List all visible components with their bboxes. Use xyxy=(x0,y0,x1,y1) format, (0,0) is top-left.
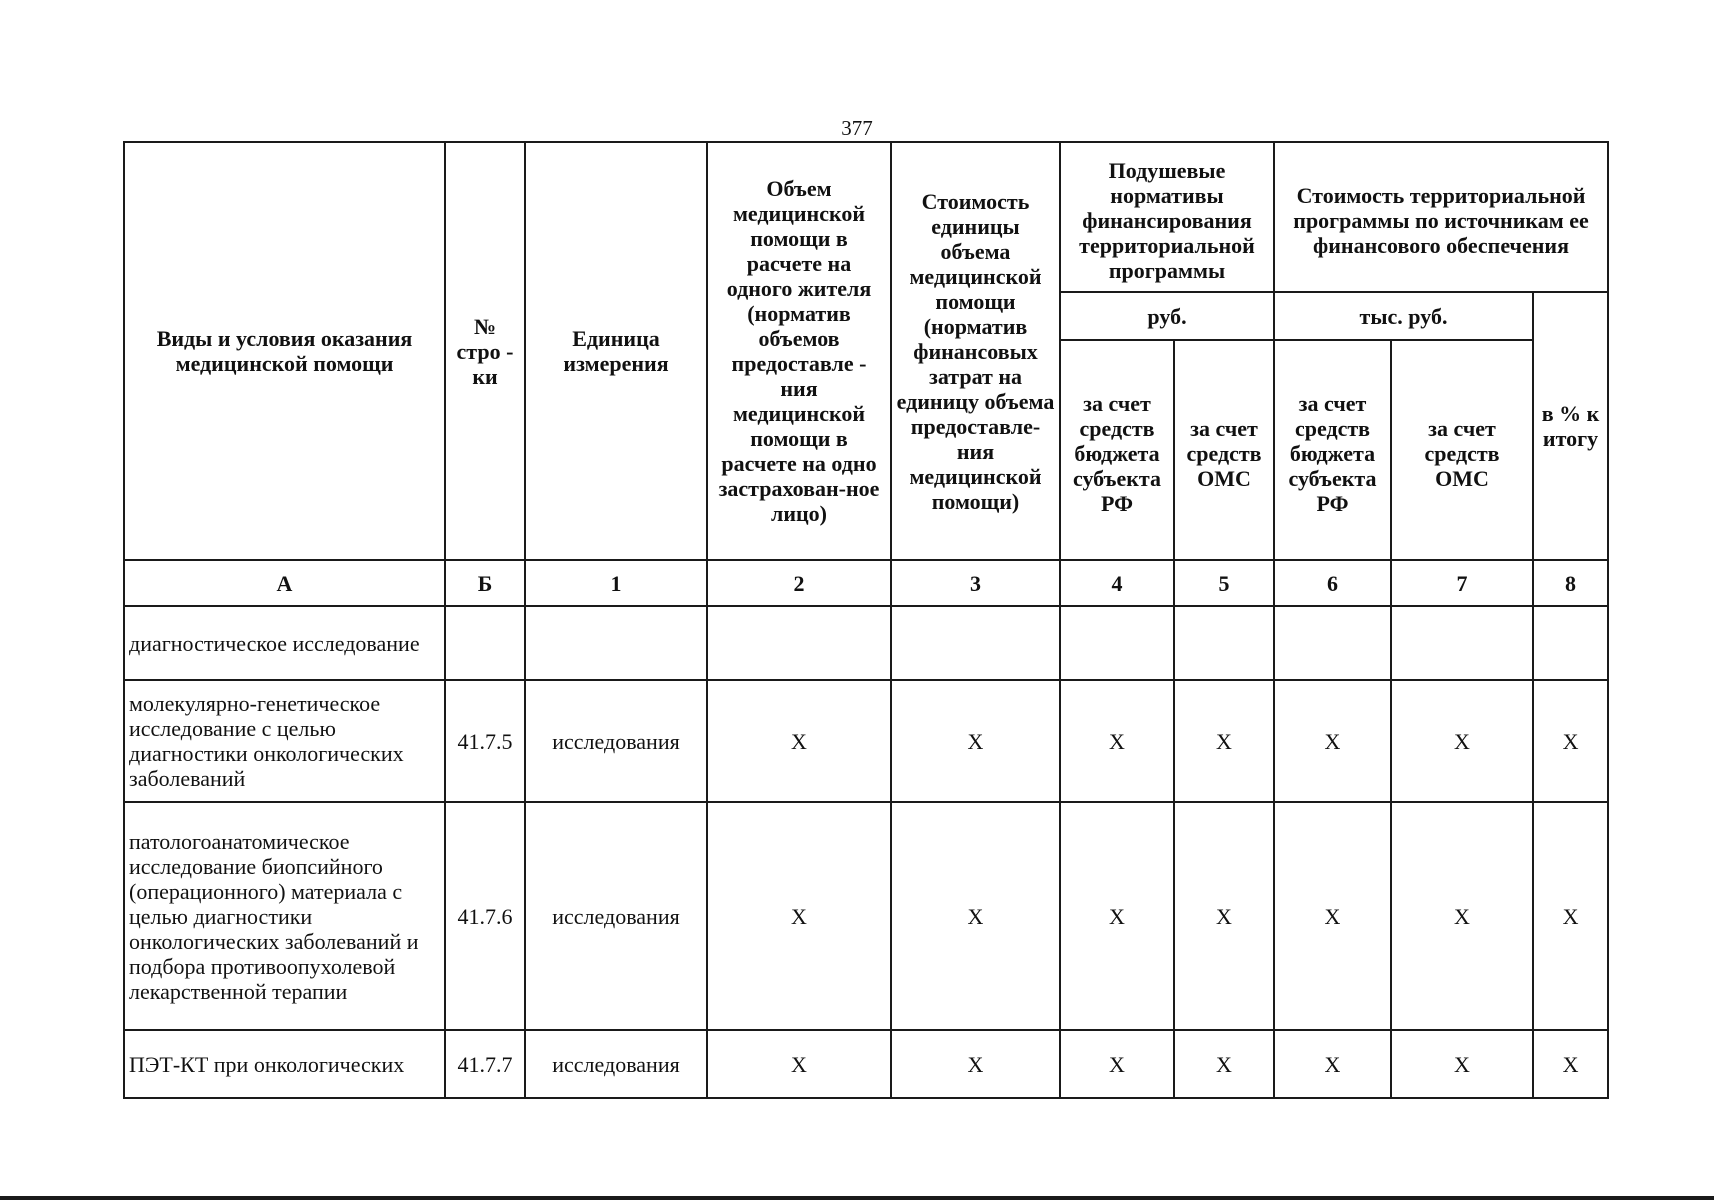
row-name: диагностическое исследование xyxy=(124,606,445,680)
table-row xyxy=(124,680,1608,802)
row-unit: исследования xyxy=(525,802,707,1030)
row-value-7: Х xyxy=(1391,680,1533,802)
col-number-a: А xyxy=(124,560,445,606)
row-value-5: Х xyxy=(1174,1030,1274,1098)
row-value-6: Х xyxy=(1274,680,1391,802)
row-unit: исследования xyxy=(525,1030,707,1098)
row-value-6: Х xyxy=(1274,802,1391,1030)
col-number-b: Б xyxy=(445,560,525,606)
header-rub: руб. xyxy=(1060,292,1274,340)
row-value-8 xyxy=(1533,606,1608,680)
row-value-7: Х xyxy=(1391,1030,1533,1098)
header-kinds-of-care: Виды и условия оказания медицинской помощи xyxy=(124,142,445,560)
col-number-8: 8 xyxy=(1533,560,1608,606)
row-value-2: Х xyxy=(707,802,891,1030)
row-name: ПЭТ-КТ при онкологических xyxy=(124,1030,445,1098)
row-value-3: Х xyxy=(891,1030,1060,1098)
financing-table xyxy=(123,141,1609,1099)
row-value-2: Х xyxy=(707,1030,891,1098)
row-unit: исследования xyxy=(525,680,707,802)
row-value-4: Х xyxy=(1060,802,1174,1030)
page-number: 377 xyxy=(841,116,873,140)
header-budget-per-capita: за счет средств бюджета субъекта РФ xyxy=(1060,340,1174,560)
row-code: 41.7.6 xyxy=(445,802,525,1030)
row-value-2: Х xyxy=(707,680,891,802)
table-row xyxy=(124,802,1608,1030)
header-program-cost-group: Стоимость территориальной программы по источникам ее финансового обеспечения xyxy=(1274,142,1608,292)
row-unit xyxy=(525,606,707,680)
row-value-2 xyxy=(707,606,891,680)
scan-bottom-edge xyxy=(0,1196,1714,1200)
row-code: 41.7.5 xyxy=(445,680,525,802)
row-name: молекулярно-генетическое исследование с целью диагностики онкологических заболеваний xyxy=(124,680,445,802)
row-value-3: Х xyxy=(891,680,1060,802)
col-number-5: 5 xyxy=(1174,560,1274,606)
header-thous-rub: тыс. руб. xyxy=(1274,292,1533,340)
header-row-number: № стро - ки xyxy=(445,142,525,560)
header-budget-cost: за счет средств бюджета субъекта РФ xyxy=(1274,340,1391,560)
col-number-1: 1 xyxy=(525,560,707,606)
row-code xyxy=(445,606,525,680)
header-unit-cost: Стоимость единицы объема медицинской помощи (норматив финансовых затрат на единицу объема предоставле-ния медицинской помощи) xyxy=(891,142,1060,560)
table-row xyxy=(124,1030,1608,1098)
row-code: 41.7.7 xyxy=(445,1030,525,1098)
header-unit: Единица измерения xyxy=(525,142,707,560)
row-value-6 xyxy=(1274,606,1391,680)
row-value-7: Х xyxy=(1391,802,1533,1030)
row-value-4: Х xyxy=(1060,680,1174,802)
row-value-3: Х xyxy=(891,802,1060,1030)
row-value-5 xyxy=(1174,606,1274,680)
header-oms-per-capita: за счет средств ОМС xyxy=(1174,340,1274,560)
row-value-6: Х xyxy=(1274,1030,1391,1098)
row-value-8: Х xyxy=(1533,1030,1608,1098)
row-value-8: Х xyxy=(1533,802,1608,1030)
row-value-8: Х xyxy=(1533,680,1608,802)
row-value-5: Х xyxy=(1174,680,1274,802)
table-row xyxy=(124,606,1608,680)
row-value-4 xyxy=(1060,606,1174,680)
row-value-4: Х xyxy=(1060,1030,1174,1098)
header-volume: Объем медицинской помощи в расчете на одного жителя (норматив объемов предоставле - ния медицинской помощи в расчете на одно застрахован-ное лицо) xyxy=(707,142,891,560)
header-oms-cost: за счет средств ОМС xyxy=(1391,340,1533,560)
row-value-3 xyxy=(891,606,1060,680)
row-value-7 xyxy=(1391,606,1533,680)
header-per-capita-group: Подушевые нормативы финансирования территориальной программы xyxy=(1060,142,1274,292)
col-number-6: 6 xyxy=(1274,560,1391,606)
col-number-3: 3 xyxy=(891,560,1060,606)
row-name: патологоанатомическое исследование биопсийного (операционного) материала с целью диагностики онкологических заболеваний и подбора противоопухолевой лекарственной терапии xyxy=(124,802,445,1030)
col-number-4: 4 xyxy=(1060,560,1174,606)
row-value-5: Х xyxy=(1174,802,1274,1030)
col-number-7: 7 xyxy=(1391,560,1533,606)
col-number-2: 2 xyxy=(707,560,891,606)
header-percent-of-total: в % к итогу xyxy=(1533,292,1608,560)
